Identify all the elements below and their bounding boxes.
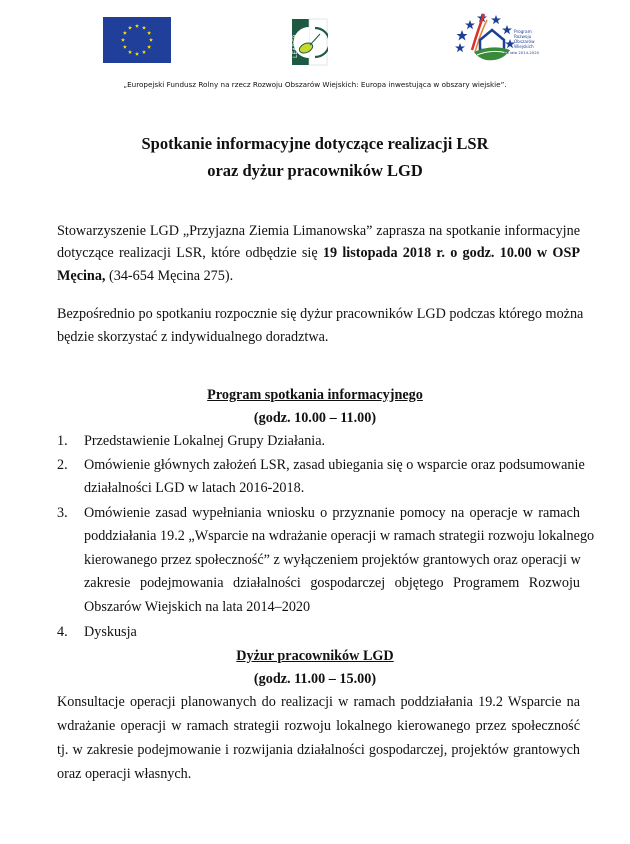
eu-star-icon — [123, 31, 127, 35]
intro2-line-1: Bezpośrednio po spotkaniu rozpocznie się dyżur pracowników LGD podczas którego można — [57, 306, 584, 322]
list-item: Przedstawienie Lokalnej Grupy Działania. — [84, 433, 326, 449]
eu-star-icon — [142, 26, 146, 30]
prow-text-2: Rozwoju — [514, 34, 532, 39]
list-item-number: 2. — [57, 457, 68, 473]
list-item: Omówienie głównych założeń LSR, zasad ubiegania się o wsparcie oraz podsumowanie — [84, 457, 585, 473]
prow-logo-icon — [452, 10, 544, 66]
duty-line-1: Konsultacje operacji planowanych do realizacji w ramach poddziałania 19.2 Wsparcie na — [57, 694, 580, 710]
list-item-cont: poddziałania 19.2 „Wsparcie na wdrażanie operacji w ramach strategii rozwoju lokalnego — [84, 528, 595, 544]
page-title-line-2: oraz dyżur pracowników LGD — [207, 161, 423, 180]
tagline: „Europejski Fundusz Rolny na rzecz Rozwoju Obszarów Wiejskich: Europa inwestująca w obszary wiejskie”. — [123, 80, 507, 89]
program-time: (godz. 10.00 – 11.00) — [253, 410, 377, 426]
eu-star-icon — [149, 38, 153, 42]
eu-star-icon — [142, 50, 146, 54]
intro-line-2 — [57, 243, 580, 263]
list-item-cont: kierowanego przez społeczność” z wyłączeniem projektów grantowych oraz operacji w — [84, 552, 581, 568]
intro-line-1: Stowarzyszenie LGD „Przyjazna Ziemia Limanowska” zaprasza na spotkanie informacyjne — [57, 223, 580, 239]
list-item-number: 1. — [57, 433, 68, 449]
intro-line-3 — [57, 266, 580, 286]
duty-line-4: oraz operacji własnych. — [57, 766, 192, 782]
intro-line-2-text: dotyczące realizacji LSR, które odbędzie się — [57, 245, 323, 261]
duty-heading — [0, 646, 630, 666]
eu-flag-icon — [103, 17, 171, 63]
event-address: (34-654 Męcina 275). — [105, 268, 234, 284]
eu-star-icon — [128, 26, 132, 30]
event-place: Męcina, — [57, 268, 106, 284]
prow-text-3: Obszarów — [514, 39, 535, 44]
list-item-cont: Obszarów Wiejskich na lata 2014–2020 — [84, 599, 311, 615]
leader-logo-text: LEADER — [292, 34, 299, 58]
eu-star-icon — [147, 45, 151, 49]
list-item: Omówienie zasad wypełniania wniosku o przyznanie pomocy na operacje w ramach — [84, 505, 580, 521]
duty-line-2: wdrażanie operacji w ramach strategii rozwoju lokalnego kierowanego przez społeczność — [57, 718, 580, 734]
eu-star-icon — [123, 45, 127, 49]
leader-logo-icon — [291, 18, 328, 66]
eu-stars — [103, 17, 171, 63]
eu-star-icon — [135, 24, 139, 28]
list-item-cont: działalności LGD w latach 2016-2018. — [84, 480, 305, 496]
list-item-cont: zakresie podejmowania działalności gospodarczej objętego Programem Rozwoju — [84, 575, 580, 591]
event-date: 19 listopada 2018 r. o godz. 10.00 w OSP — [322, 245, 581, 261]
duty-line-3: tj. w zakresie podejmowanie i rozwijania działalności gospodarczej, projektów grantowych — [57, 742, 580, 758]
prow-text-4: Wiejskich — [514, 44, 534, 49]
eu-star-icon — [121, 38, 125, 42]
prow-text-1: Program — [514, 29, 532, 34]
intro2-line-2: będzie skorzystać z indywidualnego doradztwa. — [57, 329, 329, 345]
eu-star-icon — [128, 50, 132, 54]
prow-text-5: na lata 2014-2020 — [504, 50, 540, 55]
program-heading — [0, 385, 630, 405]
list-item-number: 3. — [57, 505, 68, 521]
page-title-line-1: Spotkanie informacyjne dotyczące realizacji LSR — [141, 134, 489, 153]
list-item-number: 4. — [57, 624, 68, 640]
duty-heading-text: Dyżur pracowników LGD — [236, 648, 394, 664]
program-heading-text: Program spotkania informacyjnego — [207, 387, 423, 403]
list-item: Dyskusja — [84, 624, 137, 640]
eu-star-icon — [135, 52, 139, 56]
eu-star-icon — [147, 31, 151, 35]
duty-time: (godz. 11.00 – 15.00) — [253, 671, 377, 687]
